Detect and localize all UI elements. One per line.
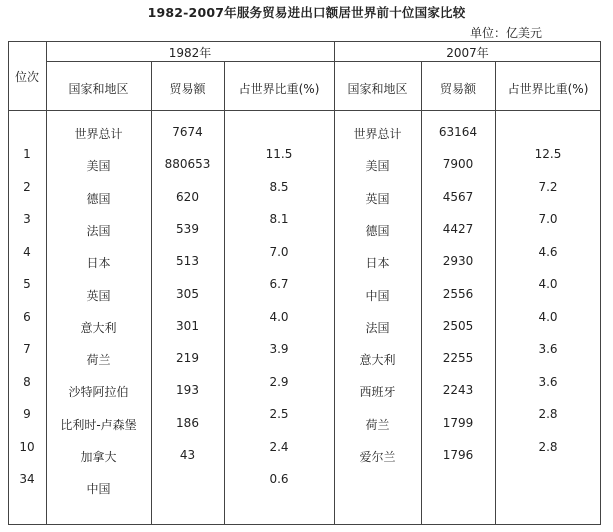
- country-2007-cell: 日本: [365, 256, 390, 271]
- country-2007-cell: 荷兰: [365, 417, 390, 432]
- trade-1982-cell: 7674: [172, 125, 203, 139]
- country-1982-cell: 沙特阿拉伯: [68, 385, 129, 400]
- share-2007-cell: 4.0: [538, 277, 558, 291]
- trade-1982-cell: 305: [176, 286, 199, 301]
- country-2007-cell: 爱尔兰: [359, 450, 396, 464]
- share-1982-cell: 8.5: [269, 179, 289, 194]
- share-2007-cell: 7.2: [538, 179, 558, 194]
- header-2007-trade: 贸易额: [439, 82, 476, 96]
- share-1982-cell: 2.9: [269, 374, 289, 389]
- trade-1982-cell: 301: [176, 318, 199, 333]
- country-1982-cell: 中国: [86, 482, 111, 497]
- trade-2007-cell: 2556: [442, 286, 474, 301]
- trade-1982-cell: 539: [176, 221, 199, 236]
- trade-2007-cell: 2243: [442, 383, 474, 398]
- trade-1982-cell: 620: [176, 189, 199, 204]
- rank-cell: 6: [23, 309, 31, 324]
- rank-cell: 9: [23, 407, 31, 421]
- trade-2007-cell: 4427: [442, 221, 474, 236]
- share-1982-cell: 3.9: [269, 342, 289, 356]
- share-2007-cell: 4.0: [538, 309, 558, 324]
- trade-2007-cell: 1796: [442, 448, 474, 462]
- rank-cell: 34: [19, 472, 35, 486]
- trade-1982-cell: 219: [176, 351, 199, 366]
- trade-1982-cell: 43: [179, 448, 196, 462]
- share-1982-cell: 0.6: [269, 472, 289, 486]
- share-1982-cell: 4.0: [269, 309, 289, 324]
- country-1982-cell: 意大利: [80, 320, 117, 335]
- country-1982-cell: 比利时-卢森堡: [60, 417, 137, 432]
- trade-1982-cell: 880653: [164, 157, 211, 172]
- share-2007-cell: 3.6: [538, 374, 558, 389]
- trade-1982-cell: 193: [176, 383, 199, 398]
- share-1982-cell: 2.5: [269, 407, 289, 421]
- header-1982-country: 国家和地区: [68, 82, 129, 96]
- country-2007-cell: 法国: [365, 320, 390, 335]
- country-2007-cell: 世界总计: [353, 127, 402, 141]
- share-2007-cell: 3.6: [538, 342, 558, 356]
- rank-cell: 3: [23, 212, 31, 226]
- share-2007-cell: 7.0: [538, 212, 558, 226]
- header-rank: 位次: [14, 70, 39, 84]
- divider-1982-trade: [224, 61, 225, 525]
- share-2007-cell: 2.8: [538, 407, 558, 421]
- country-1982-cell: 加拿大: [80, 450, 117, 464]
- rank-cell: 1: [23, 147, 31, 161]
- share-1982-cell: 8.1: [269, 212, 289, 226]
- divider-column-header: [8, 110, 601, 111]
- table-title: 1982-2007年服务贸易进出口额居世界前十位国家比较: [147, 5, 466, 20]
- country-1982-cell: 荷兰: [86, 353, 111, 368]
- trade-2007-cell: 1799: [442, 415, 474, 430]
- rank-cell: 7: [23, 342, 31, 356]
- share-2007-cell: 12.5: [534, 147, 562, 161]
- trade-2007-cell: 63164: [438, 125, 478, 139]
- header-2007: 2007年: [446, 46, 489, 60]
- country-1982-cell: 法国: [86, 223, 111, 238]
- share-1982-cell: 11.5: [265, 147, 293, 161]
- trade-2007-cell: 2505: [442, 318, 474, 333]
- rank-cell: 5: [23, 277, 31, 291]
- share-1982-cell: 6.7: [269, 277, 289, 291]
- header-1982-share: 占世界比重(%): [238, 82, 320, 96]
- trade-2007-cell: 7900: [442, 157, 474, 172]
- country-1982-cell: 世界总计: [74, 127, 123, 141]
- rank-cell: 10: [19, 439, 35, 454]
- header-2007-share: 占世界比重(%): [507, 82, 589, 96]
- share-2007-cell: 2.8: [538, 439, 558, 454]
- country-1982-cell: 日本: [86, 256, 111, 271]
- header-1982-trade: 贸易额: [169, 82, 206, 96]
- country-2007-cell: 德国: [365, 223, 390, 238]
- header-2007-country: 国家和地区: [347, 82, 408, 96]
- share-1982-cell: 2.4: [269, 439, 289, 454]
- trade-2007-cell: 4567: [442, 189, 474, 204]
- rank-cell: 4: [23, 244, 31, 259]
- country-2007-cell: 英国: [365, 191, 390, 206]
- trade-2007-cell: 2255: [442, 351, 474, 366]
- unit-label: 单位：亿美元: [470, 26, 543, 40]
- trade-1982-cell: 186: [176, 415, 199, 430]
- country-1982-cell: 德国: [86, 191, 111, 206]
- share-1982-cell: 7.0: [269, 244, 289, 259]
- rank-cell: 2: [23, 179, 31, 194]
- trade-1982-cell: 513: [176, 254, 199, 269]
- country-2007-cell: 西班牙: [359, 385, 396, 400]
- divider-year-header: [46, 61, 601, 62]
- header-1982: 1982年: [168, 46, 212, 60]
- trade-2007-cell: 2930: [442, 254, 474, 269]
- country-2007-cell: 中国: [365, 288, 390, 303]
- divider-2007-trade: [495, 61, 496, 525]
- country-1982-cell: 英国: [86, 288, 111, 303]
- rank-cell: 8: [23, 374, 31, 389]
- country-1982-cell: 美国: [86, 159, 111, 174]
- share-2007-cell: 4.6: [538, 244, 558, 259]
- country-2007-cell: 美国: [365, 159, 390, 174]
- country-2007-cell: 意大利: [359, 353, 396, 368]
